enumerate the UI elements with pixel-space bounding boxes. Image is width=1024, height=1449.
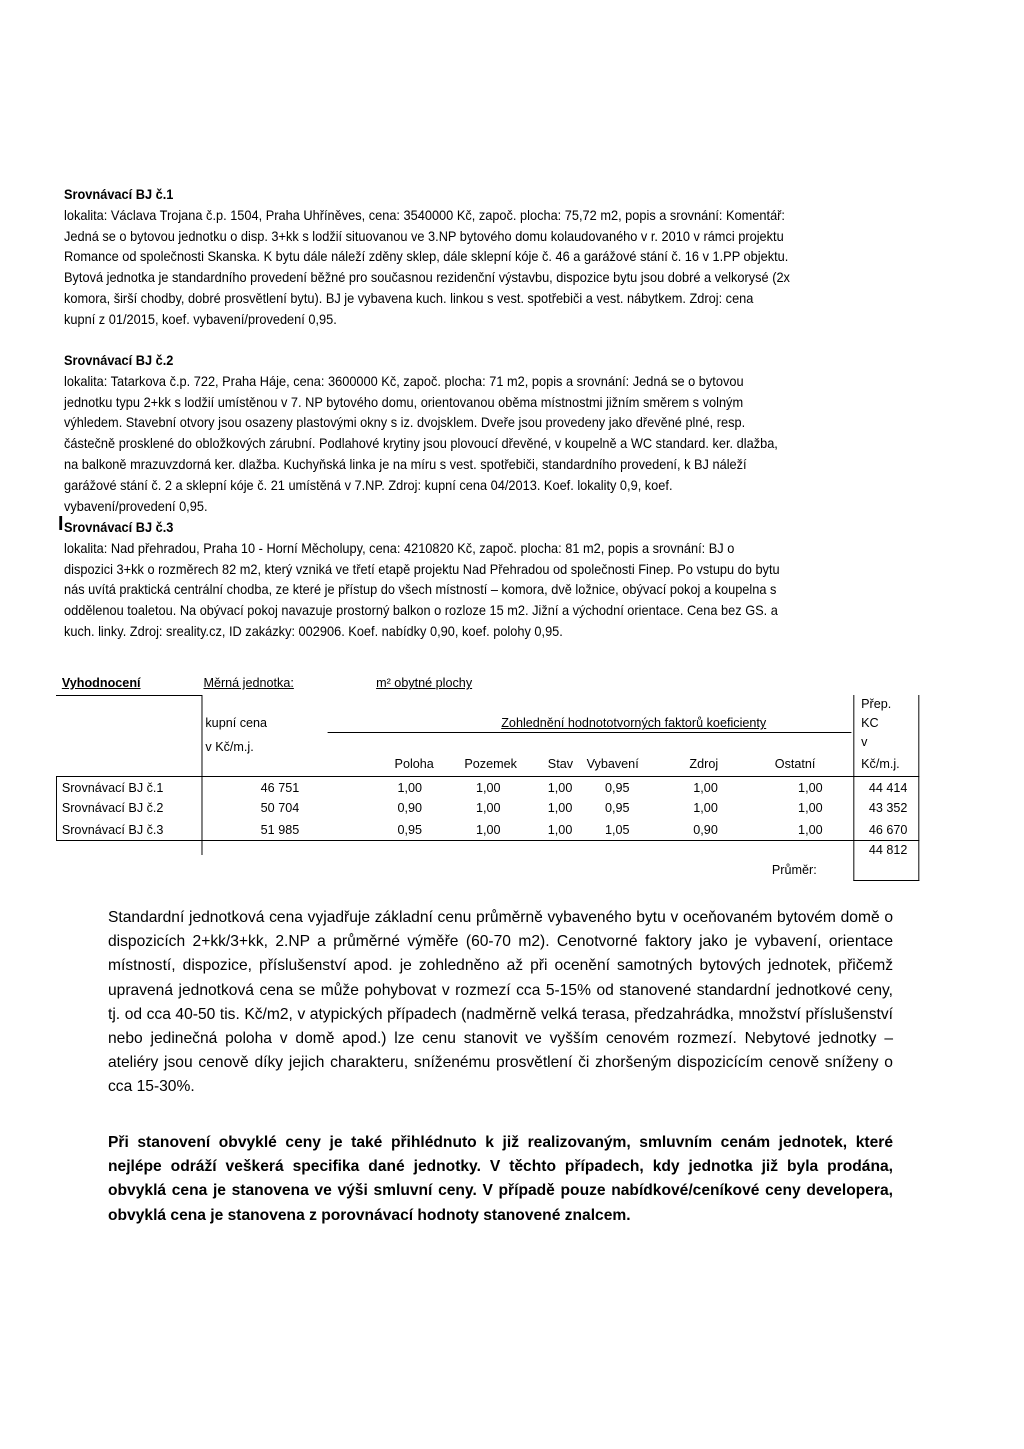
- factor-col-pozemek: Pozemek: [464, 756, 517, 771]
- comparable-heading: Srovnávací BJ č.1: [64, 187, 174, 202]
- row-result: 46 670: [868, 822, 908, 837]
- table-rule: [202, 695, 203, 855]
- table-rule: [56, 695, 202, 696]
- row-factor: 0,90: [397, 800, 422, 815]
- comparable-line: částečně prosklené do obložkových zárubní. Podlahové krytiny jsou plovoucí dřevěné, v koupelně a WC standard. ker. dlažba,: [64, 436, 778, 452]
- row-factor: 1,00: [798, 800, 823, 815]
- comparable-line: lokalita: Václava Trojana č.p. 1504, Praha Uhříněves, cena: 3540000 Kč, započ. plocha: 75,72 m2, popis a srovnání: Komentář:: [64, 207, 785, 223]
- price-header-line-2: v Kč/m.j.: [205, 739, 254, 754]
- factor-col-stav: Stav: [547, 756, 574, 771]
- table-rule: [853, 695, 854, 777]
- table-title: Vyhodnocení: [61, 675, 141, 690]
- recalc-header-line-3: v: [861, 734, 868, 749]
- comparable-section-3: [64, 518, 882, 643]
- row-name: Srovnávací BJ č.2: [61, 800, 164, 815]
- factors-header: Zohlednění hodnototvorných faktorů koeficienty: [501, 715, 767, 730]
- factor-col-poloha: Poloha: [394, 756, 434, 771]
- row-factor: 1,00: [476, 780, 501, 795]
- average-label: Průměr:: [771, 862, 817, 877]
- comparable-line: Romance od společnosti Skanska. K bytu dále náleží zděny sklep, dále sklepní kóje č. 46 a garážové stání č. 16 v 1.PP objektu.: [64, 249, 789, 265]
- body-paragraph-1: [108, 906, 893, 1100]
- paragraph-text: Při stanovení obvyklé ceny je také přihlédnuto k již realizovaným, smluvním cenám jednotek, které nejlépe odráží veškerá specifika dané jednotky. V těchto případech, kdy jednotka již byla prodána, obvyklá cena je stanovena ve výši smluvní ceny. V případě pouze nabídkové/ceníkové ceny developera, obvyklá cena je stanovena z porovnávací hodnoty stanovené znalcem.: [108, 1134, 893, 1224]
- unit-value: m² obytné plochy: [376, 675, 473, 690]
- row-factor: 1,00: [547, 780, 573, 795]
- row-factor: 0,90: [693, 822, 718, 837]
- row-factor: 1,05: [605, 822, 630, 837]
- table-rule: [853, 880, 919, 881]
- table-rule: [853, 776, 854, 881]
- comparable-line: výhledem. Stavební otvory jsou osazeny plastovými okny s iz. dvojsklem. Dveře jsou provedeny jako dřevěné plné, resp.: [64, 415, 746, 431]
- comparable-line: Bytová jednotka je standardního provedení běžné pro současnou rezidenční výstavbu, dispozice bytu jsou dobré a velkorysé (2x: [64, 270, 790, 286]
- factor-col-vybaveni: Vybavení: [586, 756, 639, 771]
- row-factor: 0,95: [605, 800, 630, 815]
- row-factor: 1,00: [547, 800, 573, 815]
- comparable-line: jednotku typu 2+kk s lodžií umístěnou v 7. NP bytového domu, orientovanou oběma místnostmi jižním směrem s volným: [64, 394, 744, 410]
- row-result: 44 414: [868, 780, 908, 795]
- row-factor: 0,95: [397, 822, 422, 837]
- table-rule: [918, 695, 919, 881]
- evaluation-table: [56, 672, 919, 887]
- table-rule: [56, 840, 919, 841]
- average-value: 44 812: [868, 842, 908, 857]
- comparable-line: Jedná se o bytovou jednotku o disp. 3+kk s lodžií situovanou ve 3.NP bytového domu kolaudovaného v r. 2010 v rámci projektu: [64, 228, 784, 244]
- row-price: 50 704: [260, 800, 300, 815]
- row-factor: 1,00: [476, 800, 501, 815]
- row-factor: 1,00: [547, 822, 573, 837]
- comparable-line: kuch. linky. Zdroj: sreality.cz, ID zakázky: 002906. Koef. nabídky 0,90, koef. polohy 0,95.: [64, 623, 563, 639]
- comparable-line: kupní z 01/2015, koef. vybavení/provedení 0,95.: [64, 311, 337, 327]
- row-price: 51 985: [260, 822, 300, 837]
- table-rule: [56, 776, 919, 777]
- comparable-line: lokalita: Nad přehradou, Praha 10 - Horní Měcholupy, cena: 4210820 Kč, započ. plocha: 81 m2, popis a srovnání: BJ o: [64, 540, 735, 556]
- row-factor: 0,95: [605, 780, 630, 795]
- row-factor: 1,00: [798, 822, 823, 837]
- body-paragraph-2: [108, 1131, 893, 1228]
- comparable-line: vybavení/provedení 0,95.: [64, 498, 208, 514]
- row-factor: 1,00: [476, 822, 501, 837]
- unit-label: Měrná jednotka:: [203, 675, 294, 690]
- price-header-line-1: kupní cena: [205, 715, 268, 730]
- row-factor: 1,00: [397, 780, 422, 795]
- comparable-line: dispozici 3+kk o rozměrech 82 m2, který vzniká ve třetí etapě projektu Nad Přehradou od společnosti Finep. Po vstupu do bytu: [64, 561, 780, 577]
- table-rule: [56, 776, 57, 840]
- comparable-line: oddělenou toaletou. Na obývací pokoj navazuje prostorný balkon o rozloze 15 m2. Jižní a východní orientace. Cena bez GS. a: [64, 603, 778, 619]
- row-name: Srovnávací BJ č.3: [61, 822, 164, 837]
- comparable-line: na balkoně mrazuvzdorná ker. dlažba. Kuchyňská linka je na míru s vest. spotřebiči, standardního provedení, k BJ náleží: [64, 456, 747, 472]
- comparable-line: garážové stání č. 2 a sklepní kóje č. 21 umístěná v 7.NP. Zdroj: kupní cena 04/2013. Koef. lokality 0,9, koef.: [64, 477, 673, 493]
- recalc-header-line-4: Kč/m.j.: [861, 756, 900, 771]
- factor-col-zdroj: Zdroj: [689, 756, 719, 771]
- comparable-line: komora, širší chodby, dobré prosvětlení bytu). BJ je vybavena kuch. linkou s vest. spotřebiči a vest. nábytkem. Zdroj: cena: [64, 290, 754, 306]
- row-factor: 1,00: [693, 800, 718, 815]
- recalc-header-line-1: Přep.: [861, 696, 892, 711]
- comparable-line: nás uvítá praktická centrální chodba, ze které je přístup do všech místností – komora, dvě ložnice, obývací pokoj a koupelna s: [64, 582, 777, 598]
- comparable-section-1: [64, 185, 882, 331]
- comparable-heading: Srovnávací BJ č.2: [64, 353, 174, 368]
- table-rule: [328, 732, 852, 733]
- row-name: Srovnávací BJ č.1: [61, 780, 164, 795]
- paragraph-text: Standardní jednotková cena vyjadřuje základní cenu průměrně vybaveného bytu v oceňovaném bytovém domě o dispozicích 2+kk/3+kk, 2.NP a průměrné výměře (60-70 m2). Cenotvorné faktory jako je vybavení, orientace místností, dispozice, příslušenství apod. je zohledněno až při ocenění samotných bytových jednotek, přičemž upravená jednotková cena se může pohybovat v rozmezí cca 5-15% od stanovené standardní jednotkové ceny, tj. od cca 40-50 tis. Kč/m2, v atypických případech (nadměrně velká terasa, předzahrádka, množství příslušenství nebo jedinečná poloha v domě apod.) lze cenu stanovit ve vyšším cenovém rozmezí. Nebytové jednotky – ateliéry jsou cenově díky jejich charakteru, sníženému prosvětlení či zhoršeným dispozicícím cenově sníženy o cca 15-30%.: [108, 909, 893, 1096]
- text-cursor-mark: [59, 516, 62, 530]
- recalc-header-line-2: KC: [861, 715, 879, 730]
- row-factor: 1,00: [693, 780, 718, 795]
- row-factor: 1,00: [798, 780, 823, 795]
- row-result: 43 352: [868, 800, 908, 815]
- comparable-section-2: [64, 351, 882, 517]
- comparable-heading-text: Srovnávací BJ č.3: [64, 520, 174, 535]
- comparable-line: lokalita: Tatarkova č.p. 722, Praha Háje, cena: 3600000 Kč, započ. plocha: 71 m2, popis a srovnání: Jedná se o bytovou: [64, 373, 744, 389]
- row-price: 46 751: [260, 780, 300, 795]
- factor-col-ostatni: Ostatní: [774, 756, 816, 771]
- comparable-heading: [64, 518, 882, 539]
